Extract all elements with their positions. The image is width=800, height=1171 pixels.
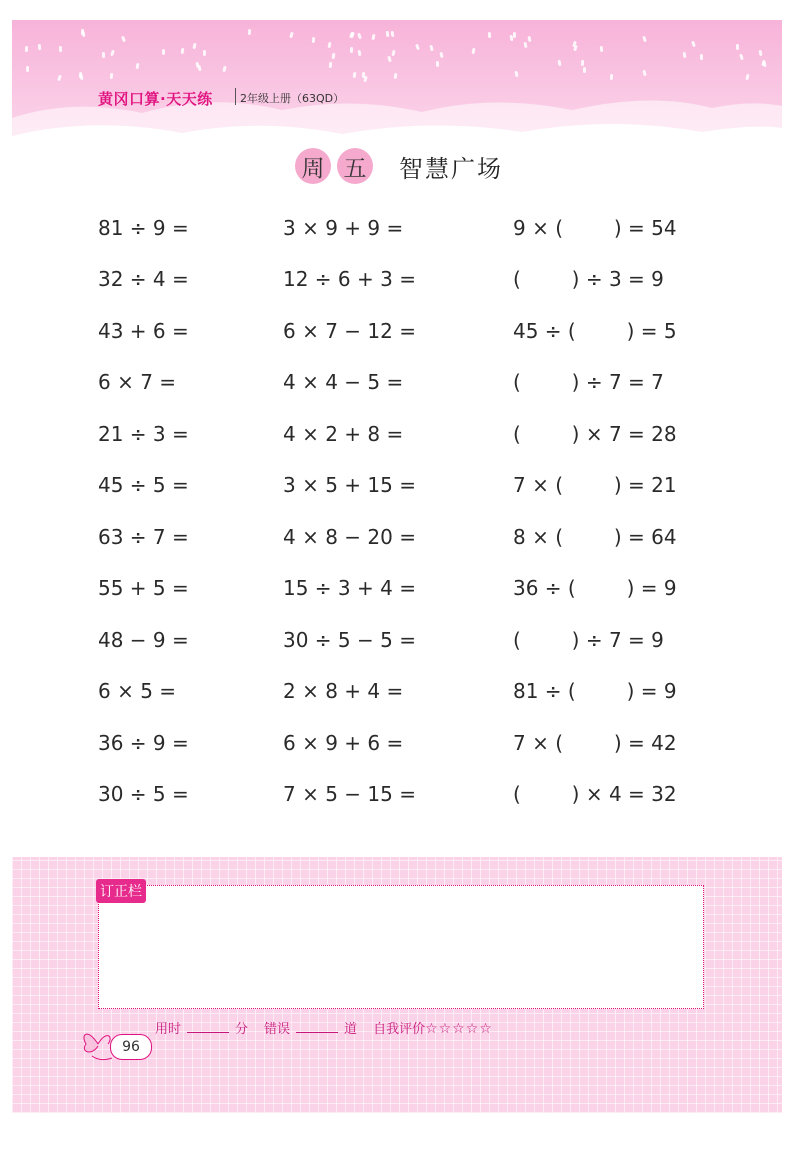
day-char-1: 周: [295, 148, 331, 184]
page-number: 96: [110, 1034, 152, 1060]
error-unit: 道: [344, 1022, 358, 1037]
problem-row: [0, 267, 800, 307]
problem-row: [0, 370, 800, 410]
problem: 4 × 4 − 5 =: [283, 370, 404, 394]
problem: 3 × 9 + 9 =: [283, 216, 404, 240]
snow-speck: [583, 67, 586, 73]
error-blank: [296, 1020, 338, 1033]
problem-row: [0, 525, 800, 565]
problem-row: [0, 422, 800, 462]
problem: ( ) ÷ 7 = 7: [513, 370, 664, 394]
snow-speck: [203, 50, 206, 56]
snow-speck: [162, 49, 165, 55]
snow-speck: [699, 54, 702, 60]
problem: 21 ÷ 3 =: [98, 422, 189, 446]
snow-speck: [102, 52, 105, 58]
snow-speck: [599, 45, 603, 51]
book-title: 黄冈口算·天天练: [98, 90, 213, 108]
problem: 8 × ( ) = 64: [513, 525, 677, 549]
day-char-2: 五: [337, 148, 373, 184]
topic-title: 智慧广场: [399, 154, 503, 183]
problem: 45 ÷ ( ) = 5: [513, 319, 677, 343]
rating-stars-icon: ☆☆☆☆☆: [425, 1021, 493, 1037]
snow-speck: [390, 30, 394, 36]
title-divider: [235, 88, 236, 105]
problem: 36 ÷ 9 =: [98, 731, 189, 755]
snow-speck: [59, 46, 62, 52]
problem: 55 + 5 =: [98, 576, 189, 600]
problem: 9 × ( ) = 54: [513, 216, 677, 240]
problem: 2 × 8 + 4 =: [283, 679, 404, 703]
problem: 81 ÷ 9 =: [98, 216, 189, 240]
footer-stats: [155, 1018, 493, 1037]
problem: ( ) × 4 = 32: [513, 782, 677, 806]
time-unit: 分: [235, 1022, 249, 1037]
snow-speck: [311, 37, 315, 43]
problem: 6 × 7 =: [98, 370, 177, 394]
problem-row: [0, 473, 800, 513]
problem: 30 ÷ 5 =: [98, 782, 189, 806]
snow-speck: [79, 74, 83, 80]
correction-box: [98, 885, 704, 1009]
problem: 45 ÷ 5 =: [98, 473, 189, 497]
snow-speck: [557, 60, 561, 66]
problem: 15 ÷ 3 + 4 =: [283, 576, 416, 600]
problem-row: [0, 782, 800, 822]
problem: 32 ÷ 4 =: [98, 267, 189, 291]
snow-speck: [580, 60, 583, 66]
problem-row: [0, 576, 800, 616]
snow-speck: [488, 32, 491, 38]
problem: 4 × 2 + 8 =: [283, 422, 404, 446]
problem: ( ) ÷ 7 = 9: [513, 628, 664, 652]
error-label: 错误: [264, 1022, 291, 1037]
snow-speck: [331, 53, 335, 59]
snow-speck: [350, 47, 353, 53]
header-banner: [12, 20, 782, 140]
problem-row: [0, 319, 800, 359]
page-title: [295, 146, 503, 186]
problem: 36 ÷ ( ) = 9: [513, 576, 677, 600]
problem: 12 ÷ 6 + 3 =: [283, 267, 416, 291]
snow-speck: [513, 32, 516, 38]
snow-speck: [38, 44, 42, 50]
problem-row: [0, 731, 800, 771]
time-blank: [187, 1020, 229, 1033]
time-label: 用时: [155, 1022, 182, 1037]
problem: ( ) ÷ 3 = 9: [513, 267, 664, 291]
problem: 4 × 8 − 20 =: [283, 525, 416, 549]
problem: 7 × ( ) = 21: [513, 473, 677, 497]
problem: 48 − 9 =: [98, 628, 189, 652]
problem: 6 × 7 − 12 =: [283, 319, 416, 343]
problem: 43 + 6 =: [98, 319, 189, 343]
snow-speck: [26, 66, 29, 72]
problem: 7 × ( ) = 42: [513, 731, 677, 755]
problem: 6 × 5 =: [98, 679, 177, 703]
problem: ( ) × 7 = 28: [513, 422, 677, 446]
snow-speck: [509, 35, 513, 41]
problem-row: [0, 679, 800, 719]
problem: 3 × 5 + 15 =: [283, 473, 416, 497]
problem: 63 ÷ 7 =: [98, 525, 189, 549]
problem-row: [0, 216, 800, 256]
problem: 7 × 5 − 15 =: [283, 782, 416, 806]
problem: 6 × 9 + 6 =: [283, 731, 404, 755]
problem: 30 ÷ 5 − 5 =: [283, 628, 416, 652]
self-eval-label: 自我评价: [373, 1022, 426, 1037]
problem: 81 ÷ ( ) = 9: [513, 679, 677, 703]
grade-label: 2年级上册（63QD）: [240, 92, 345, 105]
correction-label: 订正栏: [96, 879, 146, 903]
problem-row: [0, 628, 800, 668]
